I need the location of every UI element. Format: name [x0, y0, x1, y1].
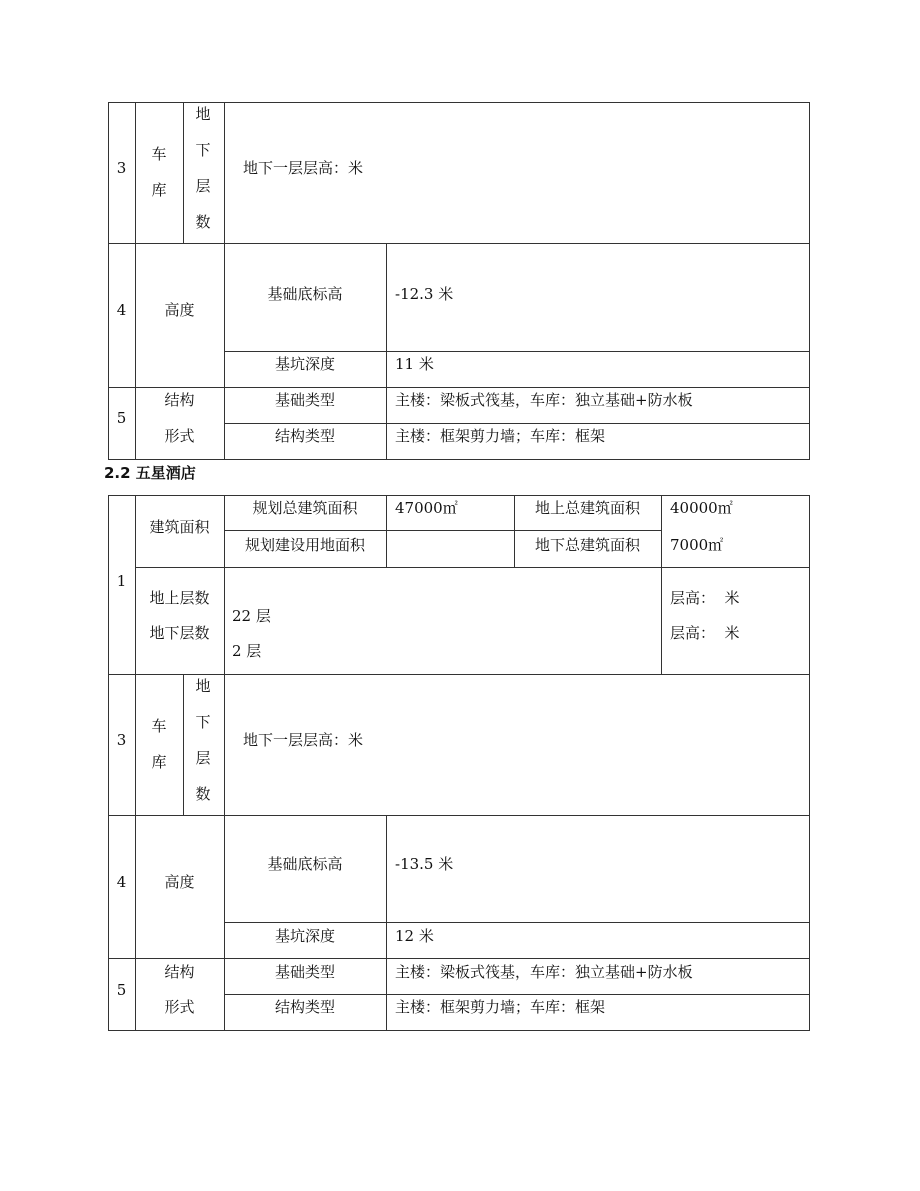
- row-number: 4: [116, 301, 127, 319]
- structure-type-label: 结构类型: [274, 998, 335, 1016]
- rule: [135, 495, 136, 1030]
- rule: [108, 102, 109, 459]
- underground-area-value: 7000㎡: [670, 536, 724, 554]
- above-ground-area-label: 地上总建筑面积: [534, 499, 640, 517]
- rule: [108, 243, 810, 244]
- rule: [386, 495, 387, 567]
- structure-label-line2: 形式: [164, 427, 195, 445]
- floors-below-value: 2 层: [232, 642, 262, 660]
- building-area-label: 建筑面积: [149, 518, 210, 536]
- floors-above-value: 22 层: [232, 607, 271, 625]
- row-number: 3: [116, 159, 127, 177]
- floors-above-label: 地上层数: [149, 589, 210, 607]
- structure-type-label: 结构类型: [274, 427, 335, 445]
- structure-type-value: 主楼：框架剪力墙；车库：框架: [395, 427, 606, 445]
- planned-total-area-value: 47000㎡: [395, 499, 458, 517]
- planned-total-area-label: 规划总建筑面积: [252, 499, 358, 517]
- structure-label-line1: 结构: [164, 391, 195, 409]
- pit-depth-label: 基坑深度: [274, 355, 335, 373]
- structure-label-line2: 形式: [164, 998, 195, 1016]
- row-number: 1: [116, 572, 127, 590]
- planned-land-area-label: 规划建设用地面积: [244, 536, 365, 554]
- underground-floor-height: 地下一层层高：米: [243, 159, 364, 177]
- row-number: 5: [116, 981, 127, 999]
- floors-below-label: 地下层数: [149, 624, 210, 642]
- rule: [224, 530, 661, 531]
- rule: [224, 994, 810, 995]
- rule: [108, 387, 810, 388]
- height-above-value: 层高： 米: [670, 589, 740, 607]
- group-label-garage: [147, 136, 171, 208]
- structure-label-line1: 结构: [164, 963, 195, 981]
- rule: [386, 815, 387, 1030]
- rule: [135, 567, 810, 568]
- foundation-type-label: 基础类型: [274, 391, 335, 409]
- rule: [224, 922, 810, 923]
- group-label-garage: [147, 708, 171, 780]
- garage-text: 车库: [151, 145, 167, 199]
- rule: [224, 351, 810, 352]
- height-label: 高度: [164, 301, 195, 319]
- rule: [183, 674, 184, 815]
- foundation-type-value: 主楼：梁板式筏基，车库：独立基础+防水板: [395, 391, 693, 409]
- rule: [183, 102, 184, 243]
- rule: [108, 495, 810, 496]
- height-below-value: 层高： 米: [670, 624, 740, 642]
- rule: [661, 495, 662, 674]
- foundation-type-value: 主楼：梁板式筏基，车库：独立基础+防水板: [395, 963, 693, 981]
- underground-area-label: 地下总建筑面积: [534, 536, 640, 554]
- foundation-type-label: 基础类型: [274, 963, 335, 981]
- foundation-bottom-elevation-label: 基础底标高: [267, 855, 343, 873]
- rule: [108, 459, 810, 460]
- underground-floors-text: 地下层数: [195, 677, 211, 803]
- above-ground-area-value: 40000㎡: [670, 499, 733, 517]
- underground-floors-text: 地下层数: [195, 105, 211, 231]
- sub-label-underground-floors: [191, 668, 215, 812]
- pit-depth-value: 12 米: [395, 927, 434, 945]
- sub-label-underground-floors: [191, 96, 215, 240]
- pit-depth-label: 基坑深度: [274, 927, 335, 945]
- underground-floor-height: 地下一层层高：米: [243, 731, 364, 749]
- garage-text: 车库: [151, 717, 167, 771]
- foundation-bottom-elevation-label: 基础底标高: [267, 285, 343, 303]
- structure-type-value: 主楼：框架剪力墙；车库：框架: [395, 998, 606, 1016]
- height-label: 高度: [164, 873, 195, 891]
- rule: [224, 495, 225, 1030]
- rule: [108, 1030, 810, 1031]
- rule: [809, 495, 810, 1030]
- pit-depth-value: 11 米: [395, 355, 434, 373]
- rule: [224, 423, 810, 424]
- foundation-bottom-elevation-value: -12.3 米: [395, 285, 454, 303]
- row-number: 3: [116, 731, 127, 749]
- rule: [108, 815, 810, 816]
- foundation-bottom-elevation-value: -13.5 米: [395, 855, 454, 873]
- section-heading: 2.2 五星酒店: [104, 464, 196, 482]
- row-number: 5: [116, 409, 127, 427]
- rule: [809, 102, 810, 459]
- rule: [386, 243, 387, 459]
- row-number: 4: [116, 873, 127, 891]
- rule: [108, 958, 810, 959]
